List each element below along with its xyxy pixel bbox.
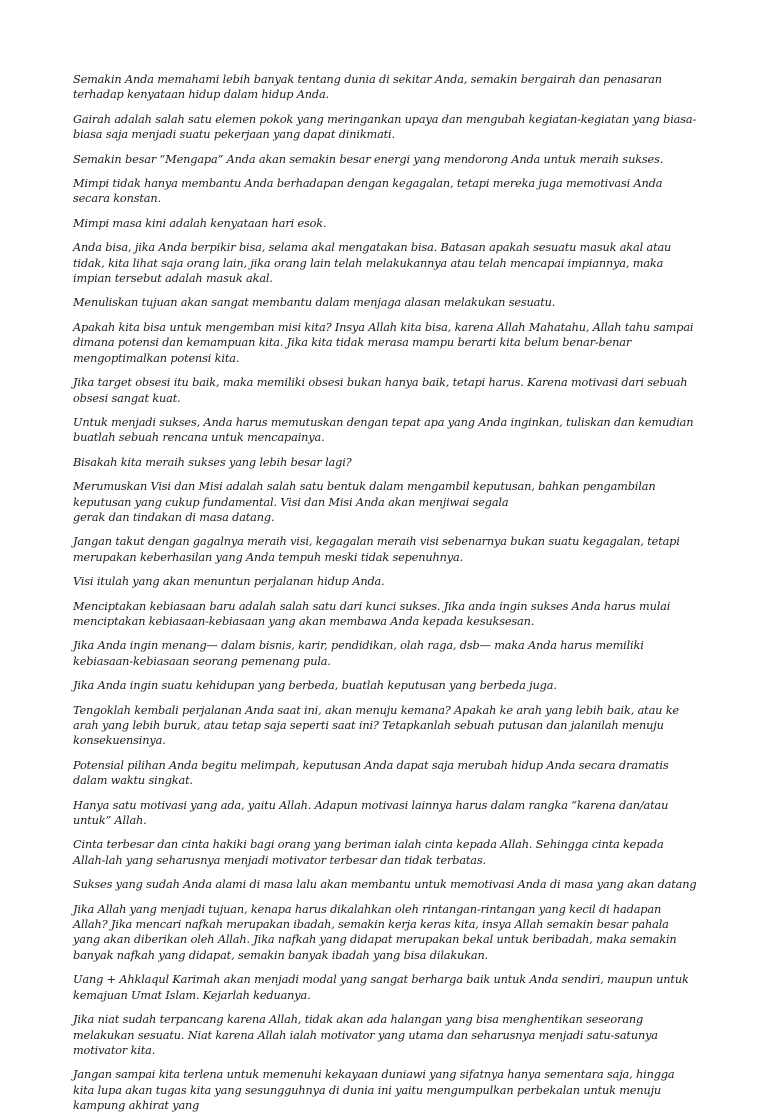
paragraph: Semakin Anda memahami lebih banyak tentang dunia di sekitar Anda, semakin bergairah dan penasaran terhadap kenyataan hidup dalam hidup Anda. (73, 73, 662, 102)
paragraph: Merumuskan Visi dan Misi adalah salah satu bentuk dalam mengambil keputusan, bahkan pengambilan keputusan yang cukup fundamental. Visi dan Misi Anda akan menjiwai segala gerak dan tindakan di masa datang. (73, 480, 656, 524)
paragraph: Apakah kita bisa untuk mengemban misi kita? Insya Allah kita bisa, karena Allah Mahatahu, Allah tahu sampai dimana potensi dan kemampuan kita. Jika kita tidak merasa mampu berarti kita belum benar-benar mengoptimalkan potensi kita. (73, 320, 694, 365)
paragraph: Semakin besar “Mengapa” Anda akan semakin besar energi yang mendorong Anda untuk meraih sukses. (73, 152, 664, 166)
paragraph: Jangan sampai kita terlena untuk memenuhi kekayaan duniawi yang sifatnya hanya sementara saja, hingga kita lupa akan tugas kita yang sesungguhnya di dunia ini yaitu mengumpulkan perbekalan untuk menuju kampung akhirat yang (73, 1068, 675, 1113)
paragraph: Uang + Ahklaqul Karimah akan menjadi modal yang sangat berharga baik untuk Anda sendiri, maupun untuk kemajuan Umat Islam. Kejarlah keduanya. (73, 973, 689, 1002)
paragraph: Jangan takut dengan gagalnya meraih visi, kegagalan meraih visi sebenarnya bukan suatu kegagalan, tetapi merupakan keberhasilan yang Anda tempuh meski tidak sepenuhnya. (73, 535, 680, 564)
paragraph: Visi itulah yang akan menuntun perjalanan hidup Anda. (73, 575, 385, 589)
paragraph: Bisakah kita meraih sukses yang lebih besar lagi? (73, 455, 352, 469)
paragraph: Jika target obsesi itu baik, maka memiliki obsesi bukan hanya baik, tetapi harus. Karena motivasi dari sebuah obsesi sangat kuat. (73, 376, 688, 405)
paragraph: Mimpi tidak hanya membantu Anda berhadapan dengan kegagalan, tetapi mereka juga memotivasi Anda secara konstan. (73, 177, 663, 206)
paragraph: Menuliskan tujuan akan sangat membantu dalam menjaga alasan melakukan sesuatu. (73, 296, 556, 310)
paragraph: Sukses yang sudah Anda alami di masa lalu akan membantu untuk memotivasi Anda di masa yang akan datang (73, 878, 697, 892)
paragraph: Jika Allah yang menjadi tujuan, kenapa harus dikalahkan oleh rintangan-rintangan yang kecil di hadapan Allah? Jika mencari nafkah merupakan ibadah, semakin kerja keras kita, insya Allah semakin besar pahala yang akan diberikan oleh Allah. Jika nafkah yang didapat merupakan bekal untuk beribadah, maka semakin banyak nafkah yang didapat, semakin banyak ibadah yang bisa dilakukan. (73, 902, 677, 962)
paragraph: Potensial pilihan Anda begitu melimpah, keputusan Anda dapat saja merubah hidup Anda secara dramatis dalam waktu singkat. (73, 758, 669, 788)
paragraph: Anda bisa, jika Anda berpikir bisa, selama akal mengatakan bisa. Batasan apakah sesuatu masuk akal atau tidak, kita lihat saja orang lain, jika orang lain telah melakukannya atau telah mencapai impiannya, maka impian tersebut adalah masuk akal. (73, 241, 672, 286)
paragraph: Jika niat sudah terpancang karena Allah, tidak akan ada halangan yang bisa menghentikan seseorang melakukan sesuatu. Niat karena Allah ialah motivator yang utama dan seharusnya menjadi satu-satunya motivator kita. (73, 1013, 658, 1057)
paragraph: Untuk menjadi sukses, Anda harus memutuskan dengan tepat apa yang Anda inginkan, tuliskan dan kemudian buatlah sebuah rencana untuk mencapainya. (73, 415, 694, 445)
paragraph: Tengoklah kembali perjalanan Anda saat ini, akan menuju kemana? Apakah ke arah yang lebih baik, atau ke arah yang lebih buruk, atau tetap saja seperti saat ini? Tetapkanlah sebuah putusan dan jalanilah menuju konsekuensinya. (73, 703, 679, 748)
paragraph: Hanya satu motivasi yang ada, yaitu Allah. Adapun motivasi lainnya harus dalam rangka “karena dan/atau untuk” Allah. (73, 798, 669, 828)
paragraph: Mimpi masa kini adalah kenyataan hari esok. (73, 216, 327, 230)
paragraph: Gairah adalah salah satu elemen pokok yang meringankan upaya dan mengubah kegiatan-kegiatan yang biasa-biasa saja menjadi suatu pekerjaan yang dapat dinikmati. (73, 112, 697, 142)
paragraph: Menciptakan kebiasaan baru adalah salah satu dari kunci sukses. Jika anda ingin sukses Anda harus mulai menciptakan kebiasaan-kebiasaan yang akan membawa Anda kepada kesuksesan. (73, 599, 671, 628)
paragraph: Jika Anda ingin suatu kehidupan yang berbeda, buatlah keputusan yang berbeda juga. (73, 679, 557, 693)
paragraph: Cinta terbesar dan cinta hakiki bagi orang yang beriman ialah cinta kepada Allah. Sehingga cinta kepada Allah-lah yang seharusnya menjadi motivator terbesar dan tidak terbatas. (73, 838, 664, 867)
paragraph: Jika Anda ingin menang— dalam bisnis, karir, pendidikan, olah raga, dsb— maka Anda harus memiliki kebiasaan-kebiasaan seorang pemenang pula. (73, 639, 644, 668)
